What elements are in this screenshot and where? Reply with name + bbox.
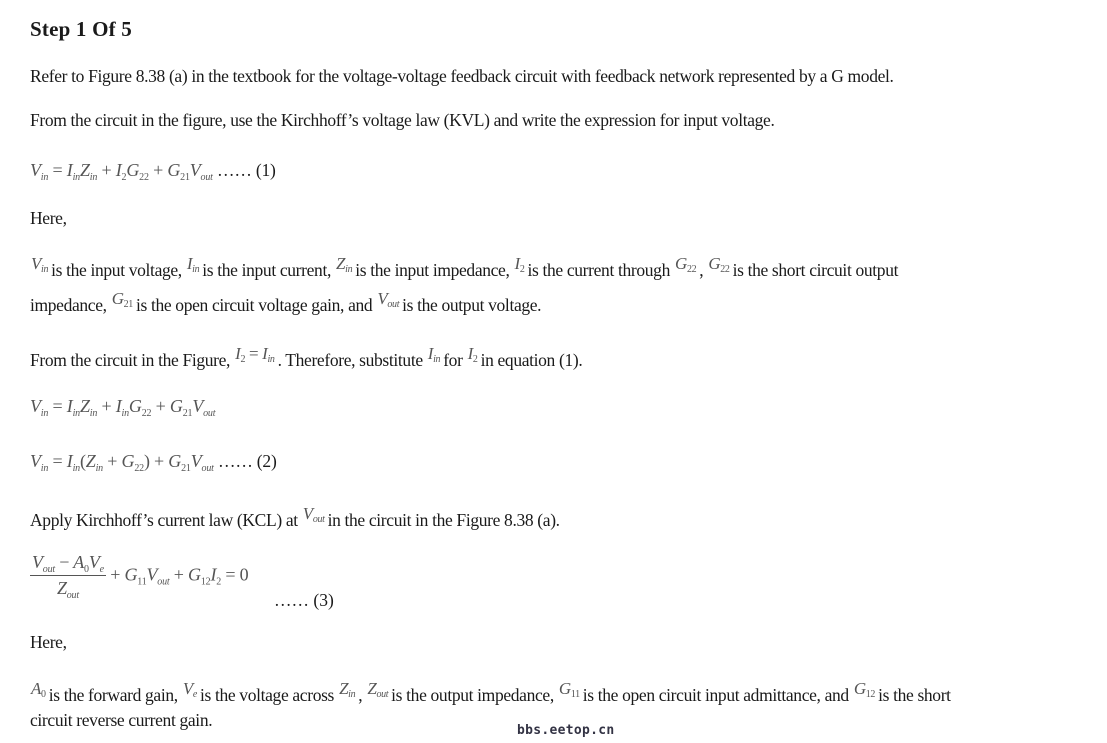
kvl-paragraph: From the circuit in the figure, use the Kirchhoff’s voltage law (KVL) and write the expression for input voltage. xyxy=(30,110,775,130)
equation-2: $V_{in} = I_{in}(Z_{in} + G_{22}) + G_{21}V_{out}$ …… (2) xyxy=(30,451,277,474)
here-label-1: Here, xyxy=(30,208,67,228)
kcl-paragraph: Apply Kirchhoff’s current law (KCL) at $V_{out}$ in the circuit in the Figure 8.38 (a). xyxy=(30,504,560,530)
definitions-line-2: impedance, $G_{21}$ is the open circuit voltage gain, and $V_{out}$ is the output voltage. xyxy=(30,289,542,315)
watermark: bbs.eetop.cn xyxy=(517,723,615,738)
definitions-line-4: circuit reverse current gain. xyxy=(30,710,213,730)
equation-3-label: …… (3) xyxy=(274,590,334,610)
definitions-line-3: $A_0$ is the forward gain, $V_e$ is the voltage across $Z_{in}$ , $Z_{out}$ is the output impedance, $G_{11}$ is the open circuit input admittance, and $G_{12}$ is the short xyxy=(31,679,951,705)
equation-2-label: …… (2) xyxy=(218,451,277,471)
equation-3: $\frac{V_{out} - A_0V_e}{Z_{out}}$ + $G_{11}V_{out} + G_{12}I_2 = 0$ xyxy=(32,552,249,601)
fraction: $\frac{V_{out} - A_0V_e}{Z_{out}}$ xyxy=(32,552,104,601)
equation-substituted: $V_{in} = I_{in}Z_{in} + I_{in}G_{22} + G_{21}V_{out}$ xyxy=(30,396,216,419)
definitions-line-1: $V_{in}$ is the input voltage, $I_{in}$ is the input current, $Z_{in}$ is the input impedance, $I_2$ is the current through $G_{22}$ , $G_{22}$ is the short circuit output xyxy=(31,254,899,280)
substitution-paragraph: From the circuit in the Figure, $I_2 = I_{in}$ . Therefore, substitute $I_{in}$ for $I_2$ in equation (1). xyxy=(30,344,583,370)
here-label-2: Here, xyxy=(30,632,67,652)
equation-1: $V_{in} = I_{in}Z_{in} + I_2G_{22} + G_{21}V_{out}$ …… (1) xyxy=(30,160,276,183)
equation-1-label: …… (1) xyxy=(217,160,276,180)
intro-paragraph: Refer to Figure 8.38 (a) in the textbook for the voltage-voltage feedback circuit with feedback network represented by a G model. xyxy=(30,66,894,86)
step-heading: Step 1 Of 5 xyxy=(30,17,132,41)
